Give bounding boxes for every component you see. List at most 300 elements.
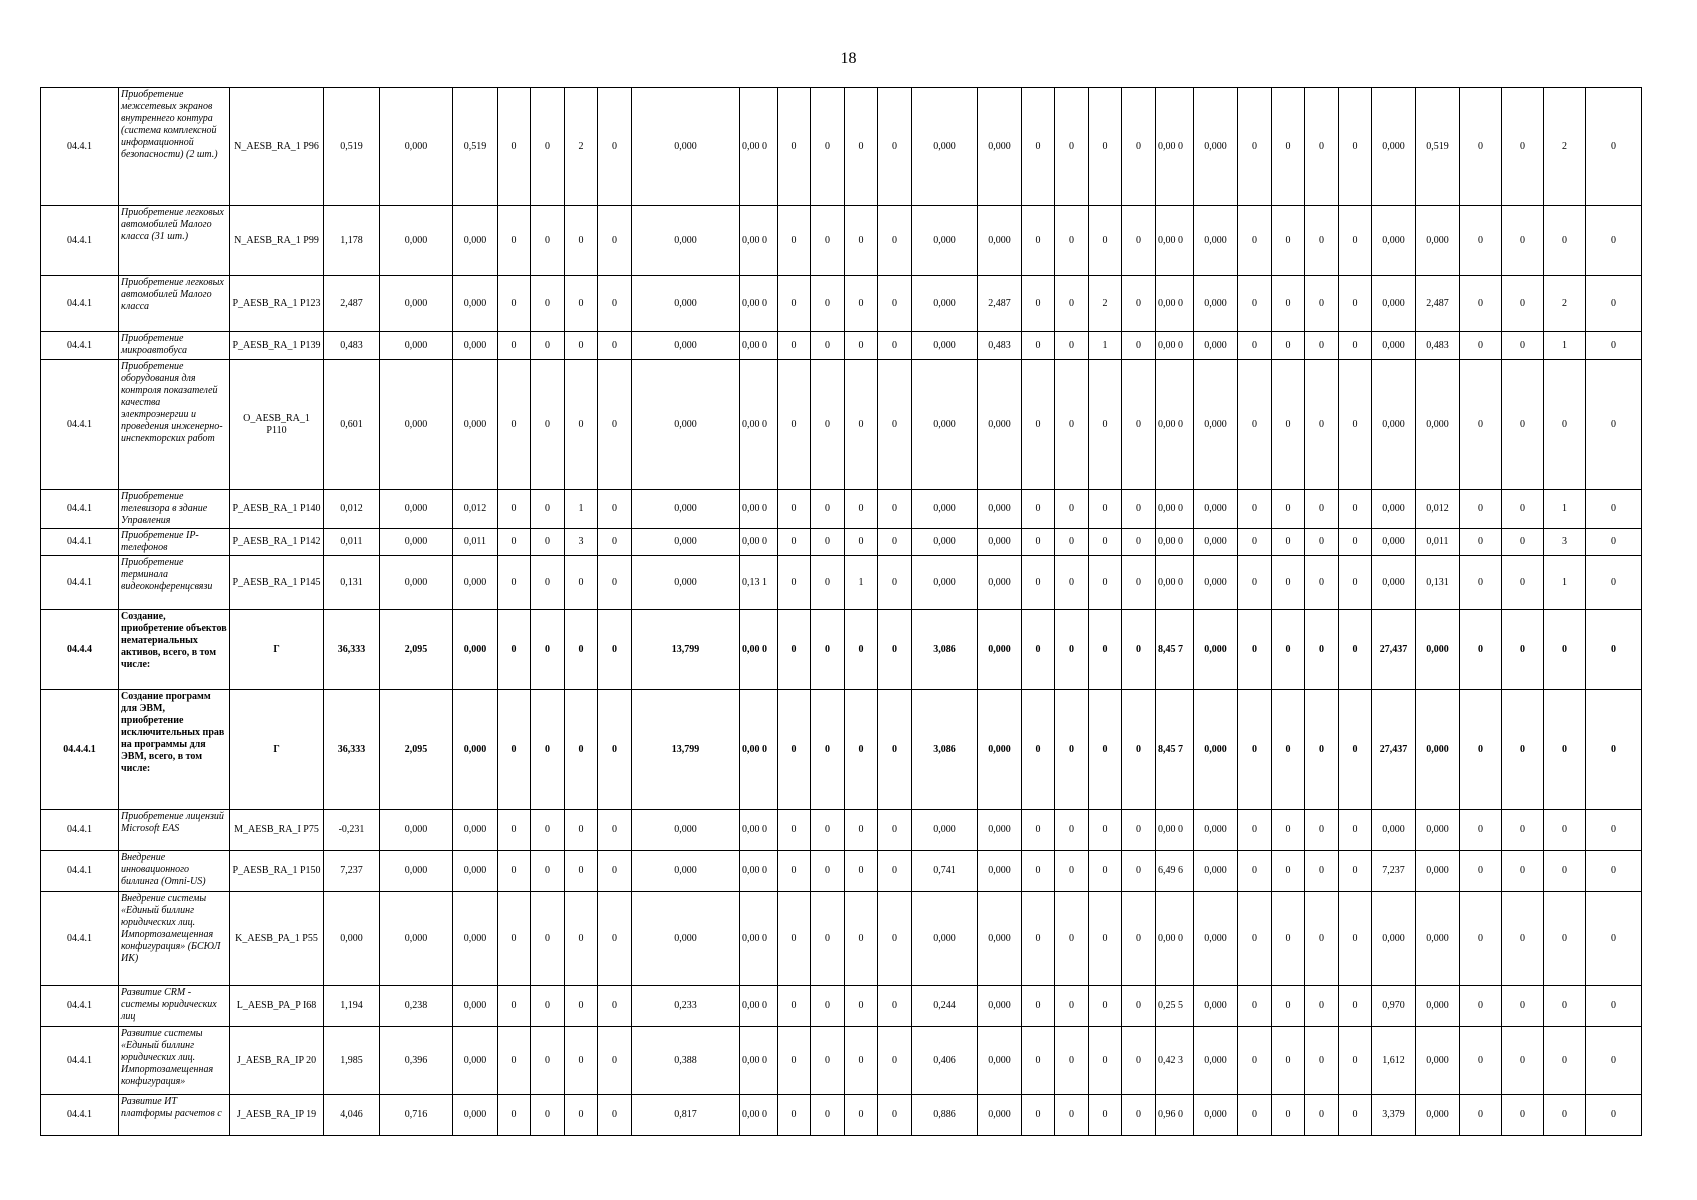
value-cell: 0,817	[632, 1095, 740, 1136]
value-cell: 0	[1238, 851, 1272, 892]
value-cell: 0	[1339, 851, 1372, 892]
value-cell: 0	[598, 529, 632, 556]
value-cell: 0	[1502, 851, 1544, 892]
value-cell: 0,011	[1416, 529, 1460, 556]
value-cell: 0,000	[1194, 529, 1238, 556]
value-cell: 0,000	[978, 986, 1022, 1027]
value-cell: 0	[811, 490, 845, 529]
value-cell: 0	[1305, 892, 1339, 986]
value-cell: 7,237	[324, 851, 380, 892]
value-cell: 8,45 7	[1156, 610, 1194, 690]
value-cell: 0,000	[1416, 1027, 1460, 1095]
value-cell: 0,000	[632, 332, 740, 360]
value-cell: 0,00 0	[1156, 360, 1194, 490]
value-cell: 0	[565, 332, 598, 360]
row-number-cell: 04.4.1	[41, 851, 119, 892]
value-cell: 0	[1022, 986, 1055, 1027]
project-code-cell: K_AESB_PA_1 P55	[230, 892, 324, 986]
value-cell: 0,000	[1194, 810, 1238, 851]
value-cell: 0,012	[1416, 490, 1460, 529]
value-cell: 0,13 1	[740, 556, 778, 610]
value-cell: 0	[1339, 690, 1372, 810]
value-cell: 0,000	[453, 556, 498, 610]
value-cell: 0	[1122, 892, 1156, 986]
value-cell: 0	[1238, 360, 1272, 490]
value-cell: 0,000	[1416, 206, 1460, 276]
value-cell: 2,487	[324, 276, 380, 332]
value-cell: 36,333	[324, 610, 380, 690]
value-cell: 0	[778, 490, 811, 529]
value-cell: 0	[778, 1095, 811, 1136]
value-cell: 0	[498, 88, 531, 206]
value-cell: 0,00 0	[1156, 206, 1194, 276]
value-cell: 0	[845, 206, 878, 276]
row-number-cell: 04.4.4	[41, 610, 119, 690]
value-cell: 0	[531, 810, 565, 851]
project-code-cell: Г	[230, 690, 324, 810]
value-cell: 0	[778, 556, 811, 610]
value-cell: 0	[531, 610, 565, 690]
value-cell: 0	[598, 206, 632, 276]
value-cell: 0	[1544, 206, 1586, 276]
value-cell: 0,406	[912, 1027, 978, 1095]
project-name-cell: Внедрение системы «Единый биллинг юридических лиц. Импортозамещенная конфигурация» (БСЮЛ ИК)	[119, 892, 230, 986]
value-cell: 0	[1122, 490, 1156, 529]
value-cell: 0,000	[453, 810, 498, 851]
value-cell: 0	[1238, 276, 1272, 332]
project-name-cell: Внедрение инновационного биллинга (Omni-US)	[119, 851, 230, 892]
value-cell: 0	[1122, 851, 1156, 892]
value-cell: 0,000	[632, 88, 740, 206]
value-cell: 0	[598, 332, 632, 360]
value-cell: 0,000	[978, 851, 1022, 892]
value-cell: 0,000	[1194, 851, 1238, 892]
value-cell: 0	[1238, 892, 1272, 986]
value-cell: 0	[1055, 360, 1089, 490]
value-cell: 0	[1272, 276, 1305, 332]
project-code-cell: P_AESB_RA_1 P123	[230, 276, 324, 332]
value-cell: 0	[1502, 529, 1544, 556]
value-cell: 0	[878, 490, 912, 529]
value-cell: 0	[531, 529, 565, 556]
value-cell: 0	[531, 276, 565, 332]
table-row	[41, 206, 1642, 276]
value-cell: 0	[498, 892, 531, 986]
value-cell: 0	[845, 1027, 878, 1095]
value-cell: 0,00 0	[740, 1027, 778, 1095]
value-cell: 2	[1089, 276, 1122, 332]
row-number-cell: 04.4.1	[41, 490, 119, 529]
value-cell: 0	[531, 892, 565, 986]
value-cell: 0	[565, 206, 598, 276]
value-cell: 0	[778, 690, 811, 810]
value-cell: 0	[878, 529, 912, 556]
value-cell: 0,000	[380, 490, 453, 529]
value-cell: 0	[1238, 690, 1272, 810]
value-cell: 0	[878, 690, 912, 810]
page-number: 18	[840, 50, 857, 67]
value-cell: 0,000	[453, 332, 498, 360]
value-cell: 0	[1272, 1095, 1305, 1136]
value-cell: 0	[1022, 810, 1055, 851]
value-cell: -0,231	[324, 810, 380, 851]
value-cell: 0	[1055, 810, 1089, 851]
value-cell: 0,000	[978, 529, 1022, 556]
value-cell: 0,000	[453, 892, 498, 986]
table-row	[41, 986, 1642, 1027]
project-code-cell: O_AESB_RA_1 P110	[230, 360, 324, 490]
value-cell: 0	[1122, 88, 1156, 206]
value-cell: 0	[1586, 690, 1642, 810]
value-cell: 0,000	[1194, 986, 1238, 1027]
value-cell: 0	[1586, 556, 1642, 610]
value-cell: 0,000	[1194, 610, 1238, 690]
value-cell: 0,000	[1194, 332, 1238, 360]
value-cell: 0,519	[1416, 88, 1460, 206]
value-cell: 0	[1122, 529, 1156, 556]
value-cell: 0	[1089, 1027, 1122, 1095]
value-cell: 0	[1055, 529, 1089, 556]
value-cell: 0	[1022, 490, 1055, 529]
value-cell: 0	[1089, 1095, 1122, 1136]
value-cell: 0	[1055, 1095, 1089, 1136]
value-cell: 0,233	[632, 986, 740, 1027]
value-cell: 0,000	[978, 610, 1022, 690]
value-cell: 0,000	[1372, 556, 1416, 610]
value-cell: 0,000	[1372, 529, 1416, 556]
value-cell: 0,000	[380, 892, 453, 986]
value-cell: 0	[1238, 810, 1272, 851]
value-cell: 36,333	[324, 690, 380, 810]
value-cell: 27,437	[1372, 690, 1416, 810]
project-code-cell: N_AESB_RA_1 P99	[230, 206, 324, 276]
value-cell: 0	[1460, 851, 1502, 892]
value-cell: 0	[1339, 810, 1372, 851]
value-cell: 0	[778, 332, 811, 360]
project-code-cell: P_AESB_RA_1 P150	[230, 851, 324, 892]
value-cell: 0	[531, 851, 565, 892]
value-cell: 0,42 3	[1156, 1027, 1194, 1095]
value-cell: 0,131	[324, 556, 380, 610]
value-cell: 0	[531, 690, 565, 810]
value-cell: 0	[1502, 556, 1544, 610]
project-name-cell: Приобретение оборудования для контроля показателей качества электроэнергии и проведения инженерно-инспекторских работ	[119, 360, 230, 490]
value-cell: 0	[498, 360, 531, 490]
value-cell: 0	[1502, 1027, 1544, 1095]
value-cell: 0	[878, 360, 912, 490]
value-cell: 0	[498, 556, 531, 610]
value-cell: 0	[778, 276, 811, 332]
value-cell: 0,396	[380, 1027, 453, 1095]
investment-program-table	[40, 87, 1642, 1136]
value-cell: 0	[1339, 1027, 1372, 1095]
value-cell: 0,000	[380, 360, 453, 490]
value-cell: 0	[1022, 529, 1055, 556]
value-cell: 0	[1122, 360, 1156, 490]
value-cell: 0	[1272, 986, 1305, 1027]
value-cell: 0,000	[453, 206, 498, 276]
value-cell: 0	[878, 88, 912, 206]
value-cell: 0	[811, 556, 845, 610]
value-cell: 0	[1305, 610, 1339, 690]
value-cell: 0	[1586, 206, 1642, 276]
value-cell: 0,000	[453, 690, 498, 810]
value-cell: 0	[1089, 690, 1122, 810]
value-cell: 0	[1460, 1027, 1502, 1095]
value-cell: 0,000	[912, 810, 978, 851]
value-cell: 0	[598, 1095, 632, 1136]
value-cell: 0	[1460, 360, 1502, 490]
value-cell: 0	[565, 556, 598, 610]
value-cell: 0,131	[1416, 556, 1460, 610]
value-cell: 0	[1339, 88, 1372, 206]
value-cell: 0	[845, 851, 878, 892]
value-cell: 3	[565, 529, 598, 556]
value-cell: 0,483	[978, 332, 1022, 360]
value-cell: 0	[1055, 332, 1089, 360]
value-cell: 0,388	[632, 1027, 740, 1095]
value-cell: 0	[811, 332, 845, 360]
project-code-cell: N_AESB_RA_1 P96	[230, 88, 324, 206]
value-cell: 0	[598, 276, 632, 332]
value-cell: 0	[565, 810, 598, 851]
table-row	[41, 610, 1642, 690]
value-cell: 0	[778, 986, 811, 1027]
row-number-cell: 04.4.1	[41, 206, 119, 276]
value-cell: 0	[1238, 206, 1272, 276]
value-cell: 0,601	[324, 360, 380, 490]
value-cell: 0	[1586, 1027, 1642, 1095]
value-cell: 0,000	[978, 690, 1022, 810]
value-cell: 0	[498, 490, 531, 529]
value-cell: 0	[1305, 276, 1339, 332]
value-cell: 0	[565, 690, 598, 810]
value-cell: 0	[1089, 529, 1122, 556]
value-cell: 0	[1238, 88, 1272, 206]
value-cell: 0,000	[632, 892, 740, 986]
value-cell: 0,00 0	[1156, 892, 1194, 986]
value-cell: 0	[1502, 610, 1544, 690]
project-name-cell: Приобретение терминала видеоконференцсвязи	[119, 556, 230, 610]
value-cell: 0,00 0	[1156, 88, 1194, 206]
value-cell: 1	[1089, 332, 1122, 360]
value-cell: 0,000	[912, 332, 978, 360]
value-cell: 0	[1055, 892, 1089, 986]
table-row	[41, 1095, 1642, 1136]
value-cell: 0	[598, 1027, 632, 1095]
value-cell: 0	[1339, 610, 1372, 690]
value-cell: 0,000	[978, 1095, 1022, 1136]
value-cell: 0	[1339, 360, 1372, 490]
table-row	[41, 556, 1642, 610]
value-cell: 0	[878, 810, 912, 851]
value-cell: 2	[565, 88, 598, 206]
project-code-cell: P_AESB_RA_1 P140	[230, 490, 324, 529]
value-cell: 0,00 0	[740, 332, 778, 360]
value-cell: 0	[565, 1027, 598, 1095]
value-cell: 0	[598, 690, 632, 810]
value-cell: 0	[498, 529, 531, 556]
value-cell: 0,000	[380, 88, 453, 206]
value-cell: 0	[1544, 810, 1586, 851]
value-cell: 0	[1502, 360, 1544, 490]
row-number-cell: 04.4.1	[41, 360, 119, 490]
value-cell: 0	[1586, 892, 1642, 986]
value-cell: 0	[845, 332, 878, 360]
value-cell: 0	[845, 529, 878, 556]
value-cell: 0	[1089, 206, 1122, 276]
project-code-cell: P_AESB_RA_1 P145	[230, 556, 324, 610]
table-row	[41, 360, 1642, 490]
value-cell: 0	[1089, 610, 1122, 690]
value-cell: 0,00 0	[740, 986, 778, 1027]
value-cell: 1	[1544, 332, 1586, 360]
value-cell: 0	[1502, 332, 1544, 360]
value-cell: 0,000	[380, 810, 453, 851]
value-cell: 0	[1272, 556, 1305, 610]
value-cell: 0	[1460, 332, 1502, 360]
value-cell: 0	[1586, 986, 1642, 1027]
value-cell: 0	[1238, 1095, 1272, 1136]
value-cell: 6,49 6	[1156, 851, 1194, 892]
value-cell: 0	[1272, 360, 1305, 490]
project-code-cell: L_AESB_PA_P I68	[230, 986, 324, 1027]
value-cell: 0	[1586, 1095, 1642, 1136]
value-cell: 0,000	[912, 529, 978, 556]
value-cell: 0	[531, 986, 565, 1027]
project-code-cell: Г	[230, 610, 324, 690]
value-cell: 0,000	[1416, 690, 1460, 810]
value-cell: 13,799	[632, 690, 740, 810]
value-cell: 0,000	[1194, 276, 1238, 332]
value-cell: 0	[1339, 986, 1372, 1027]
value-cell: 0	[1089, 360, 1122, 490]
value-cell: 0	[1122, 986, 1156, 1027]
value-cell: 0	[845, 986, 878, 1027]
project-code-cell: M_AESB_RA_I P75	[230, 810, 324, 851]
project-code-cell: J_AESB_RA_IP 19	[230, 1095, 324, 1136]
value-cell: 0,519	[453, 88, 498, 206]
value-cell: 0	[1089, 810, 1122, 851]
value-cell: 0	[1022, 690, 1055, 810]
table-row	[41, 529, 1642, 556]
value-cell: 0,00 0	[740, 690, 778, 810]
value-cell: 0	[1022, 276, 1055, 332]
value-cell: 0	[598, 851, 632, 892]
value-cell: 0,00 0	[740, 529, 778, 556]
row-number-cell: 04.4.1	[41, 332, 119, 360]
value-cell: 7,237	[1372, 851, 1416, 892]
value-cell: 3,086	[912, 690, 978, 810]
value-cell: 0	[1272, 851, 1305, 892]
value-cell: 0,000	[453, 276, 498, 332]
value-cell: 0,00 0	[1156, 490, 1194, 529]
row-number-cell: 04.4.1	[41, 276, 119, 332]
value-cell: 3	[1544, 529, 1586, 556]
value-cell: 0	[1089, 892, 1122, 986]
value-cell: 0,00 0	[1156, 276, 1194, 332]
project-name-cell: Приобретение легковых автомобилей Малого класса	[119, 276, 230, 332]
value-cell: 0	[1460, 490, 1502, 529]
value-cell: 0,000	[380, 851, 453, 892]
value-cell: 1,178	[324, 206, 380, 276]
value-cell: 0	[565, 986, 598, 1027]
value-cell: 0	[1122, 1027, 1156, 1095]
value-cell: 0	[1339, 332, 1372, 360]
value-cell: 0	[778, 529, 811, 556]
project-code-cell: J_AESB_RA_IP 20	[230, 1027, 324, 1095]
value-cell: 0	[1022, 360, 1055, 490]
project-name-cell: Приобретение лицензий Microsoft EAS	[119, 810, 230, 851]
value-cell: 0,000	[380, 206, 453, 276]
value-cell: 0,000	[1372, 88, 1416, 206]
value-cell: 0	[1055, 986, 1089, 1027]
project-name-cell: Создание программ для ЭВМ, приобретение исключительных прав на программы для ЭВМ, всего, в том числе:	[119, 690, 230, 810]
value-cell: 0,012	[453, 490, 498, 529]
value-cell: 0,000	[912, 88, 978, 206]
value-cell: 0	[811, 1027, 845, 1095]
row-number-cell: 04.4.1	[41, 810, 119, 851]
table-row	[41, 1027, 1642, 1095]
value-cell: 0	[598, 88, 632, 206]
value-cell: 0,012	[324, 490, 380, 529]
value-cell: 0	[1460, 206, 1502, 276]
value-cell: 0	[498, 851, 531, 892]
value-cell: 0,000	[1416, 360, 1460, 490]
value-cell: 0,96 0	[1156, 1095, 1194, 1136]
value-cell: 0,000	[1416, 1095, 1460, 1136]
value-cell: 0	[1272, 206, 1305, 276]
value-cell: 0,000	[1194, 1095, 1238, 1136]
value-cell: 0,000	[1372, 490, 1416, 529]
value-cell: 0	[1502, 276, 1544, 332]
value-cell: 0	[1305, 490, 1339, 529]
value-cell: 0	[565, 360, 598, 490]
value-cell: 0,000	[632, 360, 740, 490]
value-cell: 0	[1238, 490, 1272, 529]
value-cell: 0	[778, 892, 811, 986]
project-name-cell: Приобретение легковых автомобилей Малого класса (31 шт.)	[119, 206, 230, 276]
value-cell: 1,985	[324, 1027, 380, 1095]
value-cell: 0,000	[380, 276, 453, 332]
table-row	[41, 810, 1642, 851]
value-cell: 0	[1022, 88, 1055, 206]
value-cell: 0	[1305, 332, 1339, 360]
project-code-cell: P_AESB_RA_1 P142	[230, 529, 324, 556]
value-cell: 0	[878, 556, 912, 610]
value-cell: 0	[1055, 1027, 1089, 1095]
value-cell: 0,000	[978, 892, 1022, 986]
value-cell: 0	[845, 276, 878, 332]
value-cell: 13,799	[632, 610, 740, 690]
value-cell: 0,886	[912, 1095, 978, 1136]
row-number-cell: 04.4.4.1	[41, 690, 119, 810]
table-row	[41, 276, 1642, 332]
value-cell: 0,00 0	[740, 206, 778, 276]
value-cell: 0,000	[1416, 851, 1460, 892]
value-cell: 0	[845, 810, 878, 851]
value-cell: 1	[565, 490, 598, 529]
value-cell: 0	[1055, 206, 1089, 276]
value-cell: 0	[1305, 529, 1339, 556]
value-cell: 0	[1305, 206, 1339, 276]
value-cell: 0	[778, 88, 811, 206]
value-cell: 0,000	[453, 610, 498, 690]
value-cell: 0	[1089, 490, 1122, 529]
value-cell: 0	[1586, 851, 1642, 892]
value-cell: 0	[878, 892, 912, 986]
project-name-cell: Развитие системы «Единый биллинг юридических лиц. Импортозамещенная конфигурация»	[119, 1027, 230, 1095]
